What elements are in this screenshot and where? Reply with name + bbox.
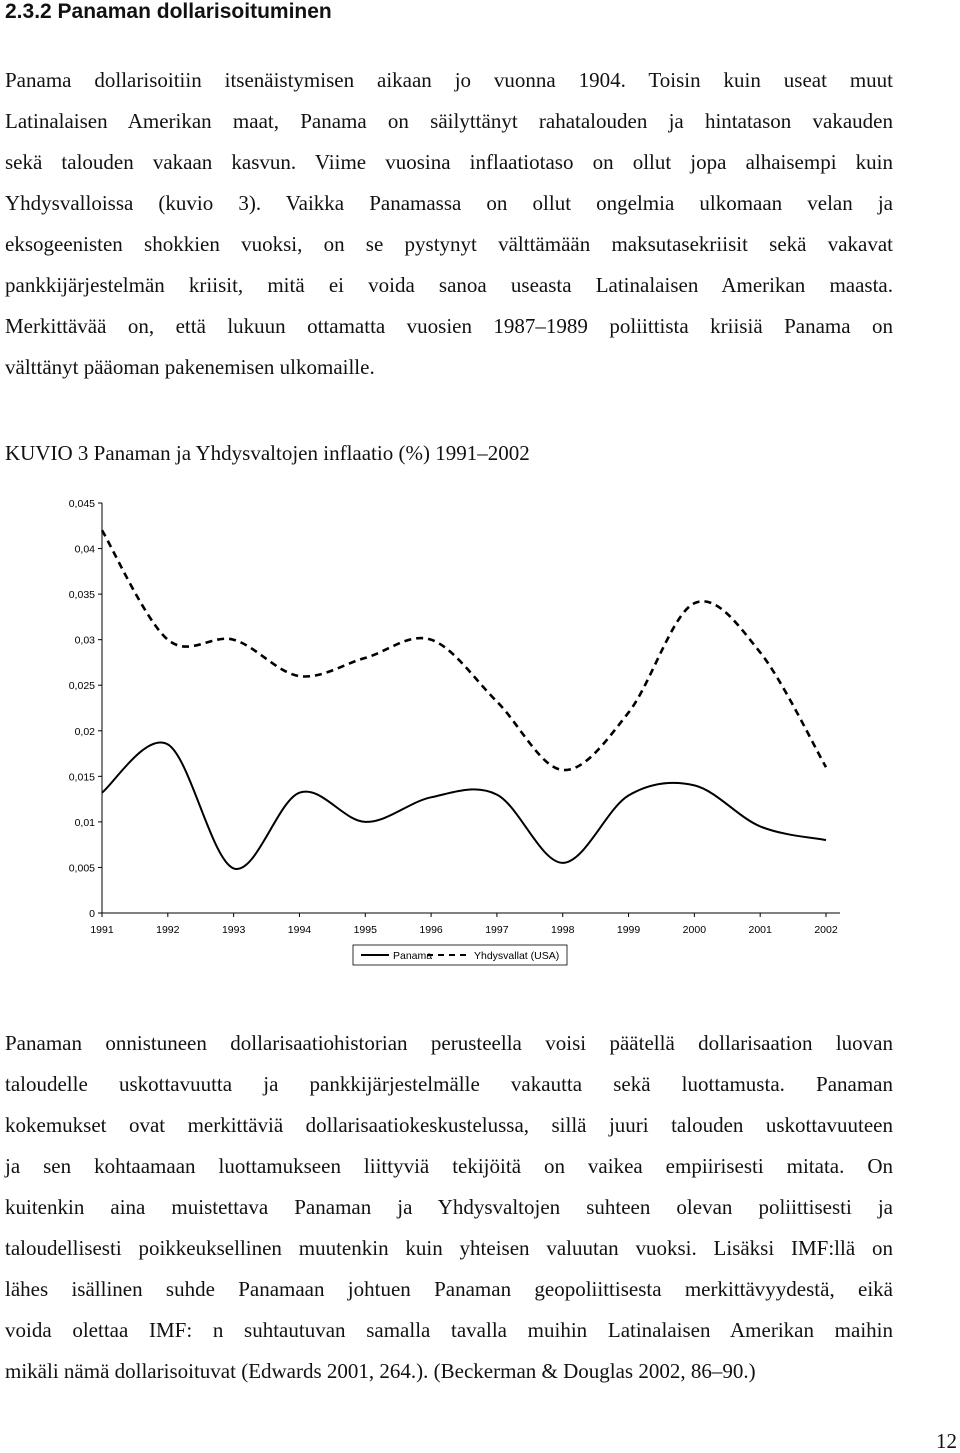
paragraph-line: taloudelle uskottavuutta ja pankkijärjestelmälle vakautta sekä luottamusta. Panaman [5, 1072, 893, 1096]
y-tick-label: 0,04 [74, 543, 95, 556]
y-tick-label: 0,025 [68, 680, 95, 693]
series-line-panama [102, 742, 826, 869]
x-tick-label: 1995 [353, 924, 377, 936]
x-tick-label: 1996 [419, 924, 443, 936]
paragraph-line: taloudellisesti poikkeuksellinen muutenkin kuin yhteisen valuutan vuoksi. Lisäksi IMF:llä on [5, 1236, 893, 1260]
section-heading: 2.3.2 Panaman dollarisoituminen [5, 0, 332, 23]
paragraph-line: Panama dollarisoitiin itsenäistymisen aikaan jo vuonna 1904. Toisin kuin useat muut [5, 68, 893, 92]
figure-caption: KUVIO 3 Panaman ja Yhdysvaltojen inflaatio (%) 1991–2002 [5, 441, 530, 465]
y-tick-label: 0,03 [74, 634, 95, 647]
paragraph-line: Latinalaisen Amerikan maat, Panama on säilyttänyt rahatalouden ja hintatason vakauden [5, 109, 893, 133]
y-tick-label: 0 [89, 908, 95, 920]
x-tick-label: 1997 [485, 924, 509, 936]
paragraph-line: pankkijärjestelmän kriisit, mitä ei voida sanoa useasta Latinalaisen Amerikan maasta. [5, 273, 893, 297]
x-tick-label: 2001 [748, 924, 772, 936]
paragraph-line: lähes isällinen suhde Panamaan johtuen Panaman geopoliittisesta merkittävyydestä, eikä [5, 1277, 893, 1301]
paragraph-line: Yhdysvalloissa (kuvio 3). Vaikka Panamassa on ollut ongelmia ulkomaan velan ja [5, 191, 893, 215]
paragraph-line: eksogeenisten shokkien vuoksi, on se pystynyt välttämään maksutasekriisit sekä vakavat [5, 232, 893, 256]
legend-label: Yhdysvallat (USA) [474, 950, 560, 962]
x-tick-label: 1999 [616, 924, 641, 936]
paragraph-line: ja sen kohtaamaan luottamukseen liittyviä tekijöitä on vaikea empiirisesti mitata. On [5, 1154, 893, 1178]
paragraph-line: kuitenkin aina muistettava Panaman ja Yhdysvaltojen suhteen olevan poliittisesti ja [5, 1195, 893, 1219]
y-axis [69, 498, 102, 920]
x-tick-label: 2002 [814, 924, 838, 936]
paragraph-line: sekä talouden vakaan kasvun. Viime vuosina inflaatiotaso on ollut jopa alhaisempi kuin [5, 150, 893, 174]
series-lines [102, 530, 826, 869]
x-tick-label: 1993 [221, 924, 246, 936]
x-tick-label: 1998 [551, 924, 575, 936]
paragraph-conclusion [5, 1023, 893, 1392]
legend-label: Panama [393, 950, 433, 962]
x-axis [90, 913, 840, 936]
x-tick-label: 1991 [90, 924, 114, 936]
chart-legend [353, 945, 567, 965]
paragraph-line: Panaman onnistuneen dollarisaatiohistorian perusteella voisi päätellä dollarisaation luovan [5, 1031, 893, 1055]
paragraph-intro [5, 60, 893, 388]
x-tick-label: 1994 [287, 924, 312, 936]
x-tick-label: 1992 [156, 924, 180, 936]
y-tick-label: 0,015 [68, 771, 95, 784]
y-tick-label: 0,02 [74, 725, 95, 738]
page-number: 12 [936, 1429, 957, 1453]
y-tick-label: 0,045 [68, 498, 95, 510]
y-tick-label: 0,005 [68, 862, 95, 875]
series-line-usa [102, 530, 826, 770]
paragraph-line: välttänyt pääoman pakenemisen ulkomaille. [5, 355, 375, 379]
inflation-line-chart [0, 490, 960, 975]
y-tick-label: 0,035 [68, 589, 95, 602]
paragraph-line: mikäli nämä dollarisoituvat (Edwards 2001, 264.). (Beckerman & Douglas 2002, 86–90.) [5, 1359, 756, 1383]
y-tick-label: 0,01 [74, 816, 95, 829]
paragraph-line: voida olettaa IMF: n suhtautuvan samalla tavalla muihin Latinalaisen Amerikan maihin [5, 1318, 893, 1342]
paragraph-line: Merkittävää on, että lukuun ottamatta vuosien 1987–1989 poliittista kriisiä Panama on [5, 314, 893, 338]
x-tick-label: 2000 [682, 924, 707, 936]
paragraph-line: kokemukset ovat merkittäviä dollarisaatiokeskustelussa, sillä juuri talouden uskottavuuteen [5, 1113, 893, 1137]
